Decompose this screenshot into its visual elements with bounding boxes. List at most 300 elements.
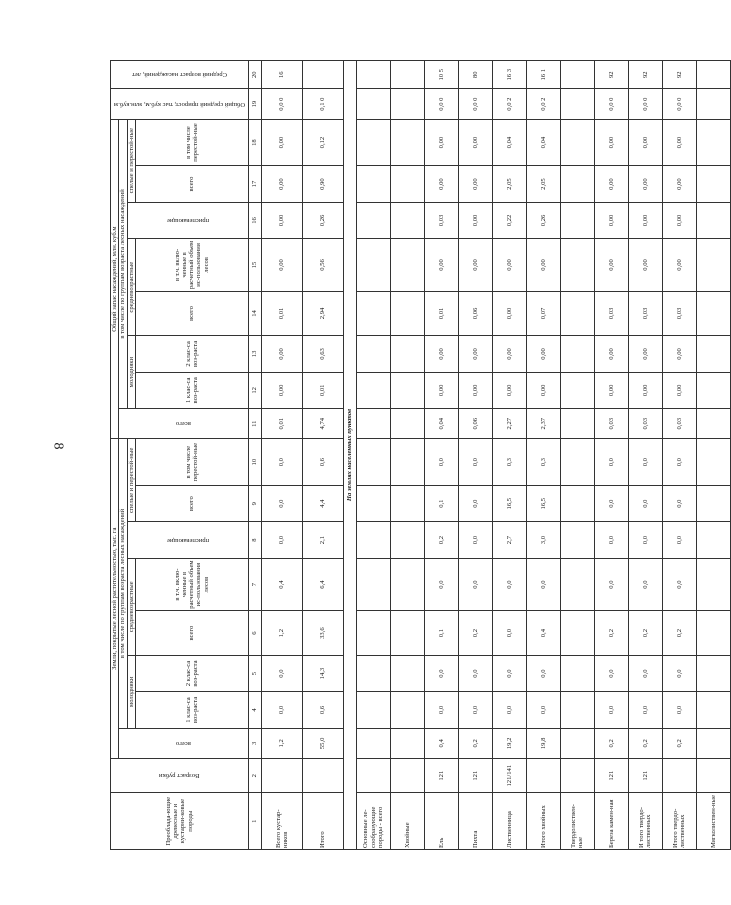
data-cell: 0,04 (492, 119, 526, 166)
data-cell: 0,04 (424, 409, 458, 439)
data-cell: 0,2 (458, 728, 492, 758)
column-number: 10 (248, 439, 261, 486)
header-stock-middle-incl: в т.ч. вклю-ченные в расчетный объем ис-пользования лесов (135, 239, 248, 292)
header-area-young: молодняки (127, 655, 135, 728)
data-cell: 0,0 (492, 611, 526, 656)
table-row (628, 61, 662, 850)
data-cell: 0,00 (594, 239, 628, 292)
data-cell: 0,0 (662, 692, 696, 728)
data-cell: 92 (628, 61, 662, 89)
column-number: 8 (248, 522, 261, 558)
data-cell: 0,26 (526, 202, 560, 238)
page-number: 8 (50, 442, 66, 450)
data-cell: 0,01 (261, 409, 302, 439)
table-section (343, 61, 356, 850)
data-cell: 0,0 (628, 558, 662, 611)
data-cell: 80 (458, 61, 492, 89)
data-cell: 0,0 0 (594, 89, 628, 119)
data-cell (390, 119, 424, 166)
data-cell: 16 (261, 61, 302, 89)
row-label-cell: Береза камен-ная (594, 793, 628, 850)
forest-stock-table (110, 60, 731, 850)
data-cell: 0,00 (594, 166, 628, 202)
data-cell (356, 692, 390, 728)
data-cell: 4,4 (302, 485, 343, 521)
table-row (492, 61, 526, 850)
column-number: 7 (248, 558, 261, 611)
column-number: 11 (248, 409, 261, 439)
data-cell: 0,0 (594, 522, 628, 558)
data-cell (560, 485, 594, 521)
table-row (458, 61, 492, 850)
data-cell (390, 166, 424, 202)
header-stock-group: Общий запас насаждений, млн. куб.м (111, 119, 119, 439)
data-cell: 0,0 (492, 558, 526, 611)
data-cell: 0,0 (662, 485, 696, 521)
data-cell: 0,2 (458, 611, 492, 656)
data-cell (390, 409, 424, 439)
data-cell (390, 611, 424, 656)
data-cell (696, 558, 730, 611)
header-stock-total: всего (119, 409, 249, 439)
data-cell: 19,2 (492, 728, 526, 758)
table-row (302, 61, 343, 850)
data-cell: 92 (594, 61, 628, 89)
data-cell: 0,00 (424, 372, 458, 408)
data-cell: 0,00 (261, 372, 302, 408)
data-cell: 0,0 (628, 485, 662, 521)
data-cell: 0,00 (424, 119, 458, 166)
row-label-cell: Пихта (458, 793, 492, 850)
table-body-top (248, 61, 343, 850)
data-cell (560, 119, 594, 166)
data-cell: 2,37 (526, 409, 560, 439)
data-cell: 121 (628, 759, 662, 793)
data-cell: 0,03 (628, 409, 662, 439)
data-cell: 0,00 (628, 239, 662, 292)
data-cell (356, 372, 390, 408)
data-cell: 0,2 (628, 611, 662, 656)
data-cell (356, 611, 390, 656)
data-cell: 0,01 (424, 291, 458, 336)
column-number: 5 (248, 655, 261, 691)
data-cell (302, 61, 343, 89)
data-cell: 92 (662, 61, 696, 89)
data-cell: 0,0 (594, 558, 628, 611)
header-area-middle-incl: в т.ч. вклю-ченные в расчетный объем ис-пользования лесов (135, 558, 248, 611)
data-cell (696, 611, 730, 656)
data-cell (390, 239, 424, 292)
data-cell: 0,00 (526, 239, 560, 292)
data-cell: 0,03 (594, 409, 628, 439)
data-cell: 0,00 (458, 166, 492, 202)
data-cell: 0,00 (424, 336, 458, 372)
data-cell (560, 166, 594, 202)
data-cell (560, 202, 594, 238)
header-stock-young: молодняки (127, 336, 135, 409)
row-label-cell: Итого (302, 793, 343, 850)
data-cell (390, 728, 424, 758)
data-cell (261, 759, 302, 793)
data-cell: 0,00 (492, 291, 526, 336)
data-cell: 0,4 (526, 611, 560, 656)
column-number: 16 (248, 202, 261, 238)
data-cell: 0,00 (261, 239, 302, 292)
header-stock-ripe: спелые и перестой-ные (127, 119, 135, 202)
data-cell: 0,3 (526, 439, 560, 486)
data-cell: 0,1 (424, 485, 458, 521)
data-cell (696, 372, 730, 408)
data-cell: 2,1 (302, 522, 343, 558)
table-row (594, 61, 628, 850)
data-cell: 0,0 (526, 655, 560, 691)
data-cell: 0,00 (662, 119, 696, 166)
data-cell: 2,7 (492, 522, 526, 558)
data-cell: 0,2 (662, 611, 696, 656)
column-number: 17 (248, 166, 261, 202)
data-cell: 2,94 (302, 291, 343, 336)
data-cell (696, 439, 730, 486)
data-cell: 0,0 0 (458, 89, 492, 119)
data-cell: 0,0 (458, 558, 492, 611)
data-cell (356, 409, 390, 439)
data-cell: 3,0 (526, 522, 560, 558)
column-number: 15 (248, 239, 261, 292)
data-cell: 10 5 (424, 61, 458, 89)
header-stock-middle: средневозрастные (127, 239, 135, 336)
row-label-cell: Основные ле-сообразующие породы - всего (356, 793, 390, 850)
data-cell (560, 728, 594, 758)
data-cell: 0,03 (594, 291, 628, 336)
table-row (261, 61, 302, 850)
data-cell: 0,00 (594, 336, 628, 372)
data-cell: 33,6 (302, 611, 343, 656)
column-number: 1 (248, 793, 261, 850)
data-cell: 0,00 (526, 372, 560, 408)
data-cell: 0,0 (662, 655, 696, 691)
data-cell: 0,00 (594, 119, 628, 166)
data-cell (560, 759, 594, 793)
data-cell: 0,00 (261, 202, 302, 238)
column-number: 4 (248, 692, 261, 728)
data-cell (696, 89, 730, 119)
header-stock-ripe-incl: в том числе перестой-ные (135, 119, 248, 166)
column-number: 2 (248, 759, 261, 793)
header-stock-middle-total: всего (135, 291, 248, 336)
data-cell: 0,00 (662, 239, 696, 292)
table-row (424, 61, 458, 850)
column-number: 13 (248, 336, 261, 372)
header-stock-by-age: в том числе по группам возраста лесных насаждений (119, 119, 127, 408)
column-numbers-row (248, 61, 261, 850)
table-row (560, 61, 594, 850)
header-stock-ripe-total: всего (135, 166, 248, 202)
data-cell: 0,0 (424, 439, 458, 486)
data-cell: 0,00 (492, 336, 526, 372)
row-label-cell: Итого хвойных (526, 793, 560, 850)
row-label-cell: Всего кустар-ников (261, 793, 302, 850)
column-number: 20 (248, 61, 261, 89)
header-area-middle-total: всего (135, 611, 248, 656)
data-cell: 0,0 (662, 558, 696, 611)
data-cell: 16,5 (492, 485, 526, 521)
data-cell: 121/141 (492, 759, 526, 793)
data-cell (356, 728, 390, 758)
header-area-ripe-total: всего (135, 485, 248, 521)
data-cell: 14,3 (302, 655, 343, 691)
data-cell: 1,2 (261, 611, 302, 656)
row-label-cell: Ель (424, 793, 458, 850)
header-area-young-1: 1 клас-са воз-раста (135, 692, 248, 728)
data-cell: 0,0 (628, 655, 662, 691)
data-cell (356, 291, 390, 336)
table-row (356, 61, 390, 850)
data-cell (560, 409, 594, 439)
data-cell: 2,05 (492, 166, 526, 202)
data-cell (356, 166, 390, 202)
data-cell: 0,0 (628, 522, 662, 558)
column-number: 9 (248, 485, 261, 521)
data-cell: 0,03 (662, 291, 696, 336)
data-cell (390, 291, 424, 336)
data-cell: 0,0 (458, 522, 492, 558)
data-cell: 0,00 (458, 336, 492, 372)
header-avg-age: Средний возраст насаждений, лет (111, 61, 249, 89)
data-cell: 2,05 (526, 166, 560, 202)
data-cell: 0,00 (628, 119, 662, 166)
column-number: 19 (248, 89, 261, 119)
data-cell (560, 89, 594, 119)
data-cell (356, 119, 390, 166)
data-cell (696, 728, 730, 758)
data-cell: 0,04 (526, 119, 560, 166)
data-cell: 0,00 (662, 336, 696, 372)
data-cell (696, 409, 730, 439)
row-label-cell: Твердолиствен-ные (560, 793, 594, 850)
data-cell (390, 522, 424, 558)
section-title: На землях населенных пунктов (343, 61, 356, 850)
data-cell: 0,00 (424, 166, 458, 202)
data-cell: 0,0 0 (261, 89, 302, 119)
data-cell: 0,0 (424, 558, 458, 611)
data-cell (356, 485, 390, 521)
header-area-ripe-incl: в том числе перестой-ные (135, 439, 248, 486)
row-label-cell: Лиственница (492, 793, 526, 850)
data-cell (560, 61, 594, 89)
data-cell (390, 202, 424, 238)
data-cell: 0,0 (662, 522, 696, 558)
header-species: Преоблада-ющие древесные и кустарни-ковые породы (111, 793, 249, 850)
data-cell: 0,00 (458, 202, 492, 238)
data-cell: 0,3 (492, 439, 526, 486)
column-number: 12 (248, 372, 261, 408)
data-cell: 121 (424, 759, 458, 793)
data-cell: 0,0 (261, 485, 302, 521)
header-stock-prerip: приспевающие (127, 202, 248, 238)
data-cell: 0,90 (302, 166, 343, 202)
data-cell: 0,26 (302, 202, 343, 238)
data-cell (696, 522, 730, 558)
data-cell: 121 (594, 759, 628, 793)
header-area-middle: средневозрастные (127, 558, 135, 655)
row-label-cell: Итого твердо-лиственных (662, 793, 696, 850)
data-cell: 16 3 (492, 61, 526, 89)
data-cell (696, 336, 730, 372)
data-cell: 0,0 (628, 439, 662, 486)
data-cell: 0,2 (628, 728, 662, 758)
header-age: Возраст рубки (111, 759, 249, 793)
data-cell (696, 692, 730, 728)
data-cell (390, 692, 424, 728)
data-cell: 0,01 (261, 291, 302, 336)
data-cell: 0,0 (628, 692, 662, 728)
data-cell: 0,00 (628, 166, 662, 202)
data-cell: 0,0 (261, 522, 302, 558)
data-cell: 2,27 (492, 409, 526, 439)
column-number: 6 (248, 611, 261, 656)
data-cell: 0,1 (424, 611, 458, 656)
data-cell: 0,0 0 (628, 89, 662, 119)
data-cell: 121 (458, 759, 492, 793)
data-cell: 0,00 (492, 372, 526, 408)
data-cell: 0,00 (458, 239, 492, 292)
data-cell (696, 485, 730, 521)
data-cell (696, 166, 730, 202)
data-cell: 0,00 (261, 166, 302, 202)
data-cell: 0,4 (424, 728, 458, 758)
data-cell: 0,0 2 (526, 89, 560, 119)
data-cell (356, 202, 390, 238)
data-cell: 0,1 0 (302, 89, 343, 119)
data-cell: 0,00 (594, 372, 628, 408)
data-cell: 0,0 (594, 655, 628, 691)
data-cell: 0,0 (662, 439, 696, 486)
data-cell (696, 119, 730, 166)
data-cell: 0,01 (302, 372, 343, 408)
data-cell: 0,22 (492, 202, 526, 238)
header-area-young-2: 2 клас-са воз-раста (135, 655, 248, 691)
header-area-prerip: приспевающие (127, 522, 248, 558)
data-cell (696, 655, 730, 691)
data-cell: 0,0 (526, 692, 560, 728)
data-cell: 0,00 (662, 372, 696, 408)
data-cell (390, 372, 424, 408)
data-cell (390, 759, 424, 793)
data-cell: 0,00 (628, 202, 662, 238)
data-cell: 0,00 (261, 119, 302, 166)
data-cell: 0,0 (492, 655, 526, 691)
row-label-cell: Мягколиствен-ные (696, 793, 730, 850)
data-cell (356, 522, 390, 558)
data-cell: 0,0 (594, 439, 628, 486)
data-cell: 0,0 0 (424, 89, 458, 119)
data-cell: 0,00 (526, 336, 560, 372)
data-cell (560, 239, 594, 292)
data-cell (560, 439, 594, 486)
header-growth: Общий средний прирост, тыс куб.м, млн.куб.м (111, 89, 249, 119)
data-cell: 0,6 (302, 692, 343, 728)
header-area-group: Земли, покрытые лесной растительностью, тыс. га (111, 439, 119, 759)
rotated-table-container (110, 60, 717, 850)
data-cell: 0,03 (662, 409, 696, 439)
data-cell: 0,00 (628, 372, 662, 408)
data-cell (390, 485, 424, 521)
header-area-total: всего (119, 728, 249, 758)
table-row (696, 61, 730, 850)
data-cell (390, 558, 424, 611)
data-cell: 0,00 (458, 372, 492, 408)
column-number: 3 (248, 728, 261, 758)
data-cell (696, 759, 730, 793)
data-cell: 0,2 (594, 728, 628, 758)
data-cell (526, 759, 560, 793)
data-cell: 0,0 0 (662, 89, 696, 119)
data-cell: 0,0 (458, 485, 492, 521)
row-label-cell: И того твердо-лиственных (628, 793, 662, 850)
data-cell: 0,4 (261, 558, 302, 611)
data-cell (356, 89, 390, 119)
data-cell (356, 239, 390, 292)
data-cell: 0,2 (662, 728, 696, 758)
data-cell: 0,56 (302, 239, 343, 292)
data-cell: 0,12 (302, 119, 343, 166)
data-cell: 0,06 (458, 291, 492, 336)
header-stock-young-2: 2 клас-са воз-раста (135, 336, 248, 372)
data-cell: 0,6 (302, 439, 343, 486)
data-cell (390, 655, 424, 691)
data-cell (560, 655, 594, 691)
header-area-by-age: в том числе по группам возраста лесных насаждений (119, 439, 127, 728)
data-cell: 16,5 (526, 485, 560, 521)
column-number: 18 (248, 119, 261, 166)
data-cell: 0,0 (458, 692, 492, 728)
data-cell (696, 61, 730, 89)
data-cell: 0,00 (492, 239, 526, 292)
data-cell (560, 522, 594, 558)
data-cell: 0,00 (628, 336, 662, 372)
data-cell (560, 558, 594, 611)
data-cell: 0,00 (662, 202, 696, 238)
table-row (390, 61, 424, 850)
data-cell (390, 61, 424, 89)
data-cell: 0,0 (526, 558, 560, 611)
data-cell (356, 439, 390, 486)
data-cell: 0,00 (458, 119, 492, 166)
data-cell (696, 202, 730, 238)
data-cell: 19,8 (526, 728, 560, 758)
data-cell (356, 759, 390, 793)
data-cell: 55,0 (302, 728, 343, 758)
data-cell: 0,2 (424, 522, 458, 558)
data-cell (390, 336, 424, 372)
data-cell: 0,00 (662, 166, 696, 202)
header-stock-young-1: 1 клас-са воз-раста (135, 372, 248, 408)
table-row (526, 61, 560, 850)
row-label-cell: Хвойные (390, 793, 424, 850)
data-cell (696, 291, 730, 336)
data-cell (356, 558, 390, 611)
data-cell: 0,03 (628, 291, 662, 336)
data-cell (560, 291, 594, 336)
data-cell: 0,00 (261, 336, 302, 372)
data-cell: 4,74 (302, 409, 343, 439)
data-cell (560, 692, 594, 728)
data-cell: 0,0 (458, 655, 492, 691)
data-cell: 0,03 (424, 202, 458, 238)
data-cell: 1,2 (261, 728, 302, 758)
table-row (662, 61, 696, 850)
data-cell (560, 611, 594, 656)
